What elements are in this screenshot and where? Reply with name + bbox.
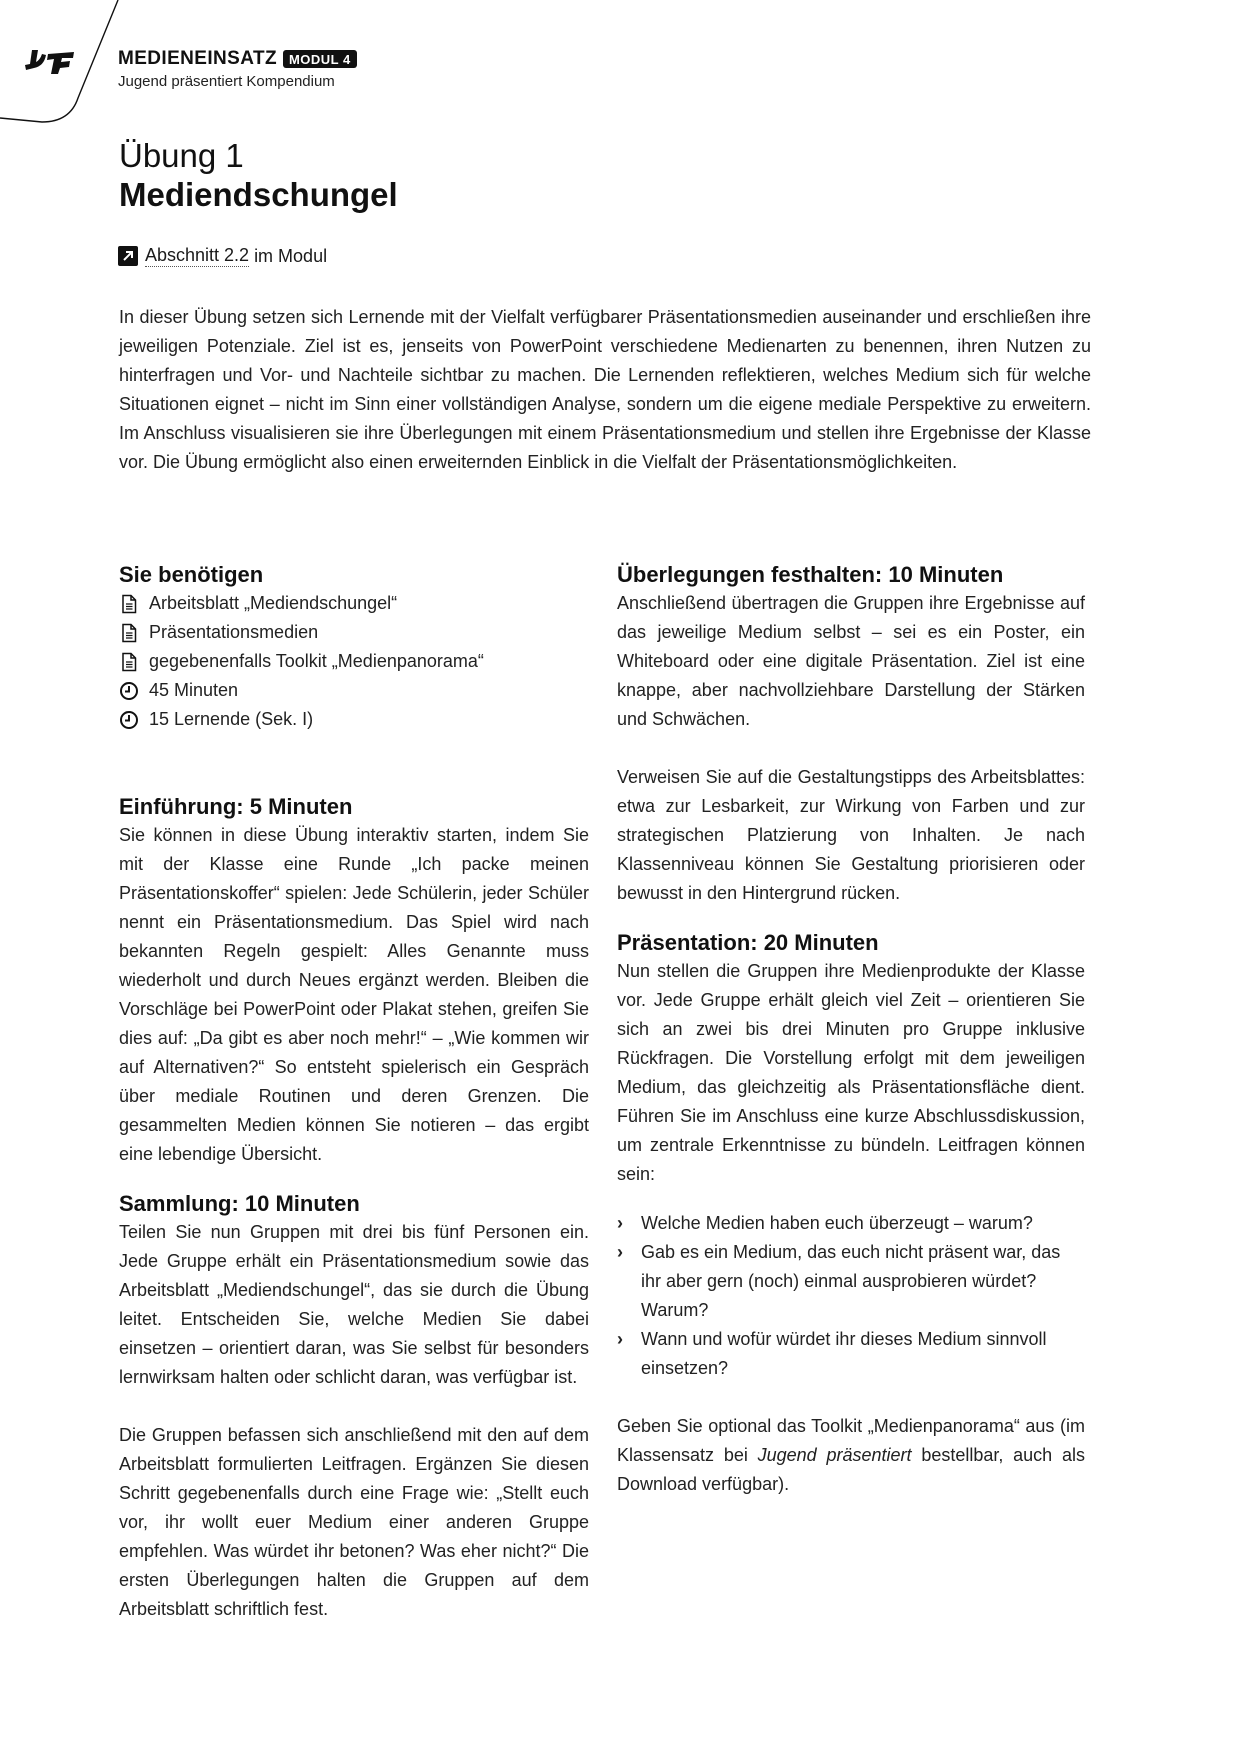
needs-item	[119, 589, 589, 618]
needs-item	[119, 705, 589, 734]
jp-logo	[24, 48, 76, 76]
arrow-up-right-icon	[118, 246, 138, 266]
einfuehrung-text: Sie können in diese Übung interaktiv starten, indem Sie mit der Klasse eine Runde „Ich packe meinen Präsentationskoffer“ spielen: Jede Schülerin, jeder Schüler nennt ein Präsentationsmedium. Das Spiel wird nach bekannten Regeln gespielt: Alles Genannte muss wiederholt und durch Neues ergänzt werden. Bleiben die Vorschläge bei PowerPoint oder Plakat stehen, greifen Sie dies auf: „Da gibt es aber noch mehr!“ – „Wie kommen wir auf Alternativen?“ So entsteht spielerisch ein Gespräch über mediale Routinen und deren Grenzen. Die gesammelten Medien können Sie notieren – das ergibt eine lebendige Übersicht.	[119, 825, 589, 1164]
header-subtitle: Jugend präsentiert Kompendium	[118, 73, 335, 90]
chevron-right-icon: ›	[617, 1242, 623, 1262]
needs-item	[119, 647, 589, 676]
leitfrage-text: Welche Medien haben euch überzeugt – warum?	[641, 1213, 1033, 1233]
outro-text-before: Geben Sie optional das Toolkit „Medienpanorama“ aus (im Klassensatz bei	[617, 1416, 1085, 1465]
needs-list	[119, 589, 589, 734]
intro-paragraph: In dieser Übung setzen sich Lernende mit der Vielfalt verfügbarer Präsentationsmedien auseinander und erschließen ihre jeweiligen Potenziale. Ziel ist es, jenseits von PowerPoint verschiedene Medienarten zu benennen, ihren Nutzen zu hinterfragen und Vor- und Nachteile sichtbar zu machen. Die Lernenden reflektieren, welches Medium sich für welche Situationen eignet – nicht im Sinn einer vollständigen Analyse, sondern um die eigene mediale Perspektive zu erweitern. Im Anschluss visualisieren sie ihre Überlegungen mit einem Präsentationsmedium und stellen ihre Ergebnisse der Klasse vor. Die Übung ermöglicht also einen erweiternden Einblick in die Vielfalt der Präsentationsmöglichkeiten.	[119, 307, 1091, 472]
exercise-title: Mediendschungel	[119, 176, 398, 213]
chevron-right-icon: ›	[617, 1213, 623, 1233]
leitfrage-item	[617, 1325, 1085, 1383]
section-reference	[118, 245, 327, 267]
document-icon	[119, 623, 139, 643]
chevron-right-icon: ›	[617, 1329, 623, 1349]
right-column	[617, 560, 1085, 1499]
ueberlegungen-heading: Überlegungen festhalten: 10 Minuten	[617, 562, 1004, 587]
section-link-suffix: im Modul	[254, 245, 328, 266]
needs-item-text: 15 Lernende (Sek. I)	[149, 709, 314, 729]
document-header	[118, 48, 357, 90]
leitfrage-text: Gab es ein Medium, das euch nicht präsent war, das ihr aber gern (noch) einmal ausprobieren würdet? Warum?	[641, 1242, 1061, 1320]
sammlung-text-1: Teilen Sie nun Gruppen mit drei bis fünf Personen ein. Jede Gruppe erhält ein Präsentationsmedium sowie das Arbeitsblatt „Mediendschungel“, das sie durch die Übung leitet. Entscheiden Sie, welche Medien Sie dabei einsetzen – orientiert daran, was Sie selbst für besonders lernwirksam halten oder schlicht daran, was verfügbar ist.	[119, 1222, 589, 1387]
praesentation-text: Nun stellen die Gruppen ihre Medienprodukte der Klasse vor. Jede Gruppe erhält gleich viel Zeit – orientieren Sie sich an zwei bis drei Minuten pro Gruppe inklusive Rückfragen. Die Vorstellung erfolgt mit dem jeweiligen Medium, das gleichzeitig als Präsentationsfläche dient. Führen Sie im Anschluss eine kurze Abschlussdiskussion, um zentrale Erkenntnisse zu bündeln. Leitfragen können sein:	[617, 961, 1085, 1184]
leitfrage-text: Wann und wofür würdet ihr dieses Medium sinnvoll einsetzen?	[641, 1329, 1047, 1378]
needs-item-text: gegebenenfalls Toolkit „Medienpanorama“	[149, 651, 484, 671]
needs-item	[119, 618, 589, 647]
clock-icon	[119, 710, 139, 730]
einfuehrung-heading: Einführung: 5 Minuten	[119, 794, 353, 819]
needs-item-text: Arbeitsblatt „Mediendschungel“	[149, 593, 398, 613]
section-link[interactable]: Abschnitt 2.2	[145, 245, 250, 265]
needs-heading: Sie benötigen	[119, 562, 264, 587]
left-column	[119, 560, 589, 1624]
praesentation-outro	[617, 1412, 1085, 1499]
document-icon	[119, 594, 139, 614]
ueberlegungen-text-2: Verweisen Sie auf die Gestaltungstipps des Arbeitsblattes: etwa zur Lesbarkeit, zur Wirkung von Farben und zur strategischen Platzierung von Inhalten. Je nach Klassenniveau können Sie Gestaltung priorisieren oder bewusst in den Hintergrund rücken.	[617, 767, 1085, 903]
exercise-number: Übung 1	[119, 137, 244, 174]
module-badge: MODUL 4	[283, 50, 357, 68]
sammlung-heading: Sammlung: 10 Minuten	[119, 1191, 360, 1216]
needs-item	[119, 676, 589, 705]
brand-title: MEDIENEINSATZ	[118, 48, 277, 69]
needs-item-text: 45 Minuten	[149, 680, 239, 700]
needs-item-text: Präsentationsmedien	[149, 622, 319, 642]
leitfrage-item	[617, 1209, 1085, 1238]
leitfrage-item	[617, 1238, 1085, 1325]
clock-icon	[119, 681, 139, 701]
praesentation-heading: Präsentation: 20 Minuten	[617, 930, 879, 955]
document-icon	[119, 652, 139, 672]
outro-publication-name: Jugend präsentiert	[757, 1445, 912, 1465]
leitfragen-list	[617, 1209, 1085, 1383]
sammlung-text-2: Die Gruppen befassen sich anschließend mit den auf dem Arbeitsblatt formulierten Leitfragen. Ergänzen Sie diesen Schritt gegebenenfalls durch eine Frage wie: „Stellt euch vor, ihr wollt euer Medium einer anderen Gruppe empfehlen. Was würdet ihr betonen? Was eher nicht?“ Die ersten Überlegungen halten die Gruppen auf dem Arbeitsblatt schriftlich fest.	[119, 1425, 589, 1619]
ueberlegungen-text-1: Anschließend übertragen die Gruppen ihre Ergebnisse auf das jeweilige Medium selbst – sei es ein Poster, ein Whiteboard oder eine digitale Präsentation. Ziel ist eine knappe, aber nachvollziehbare Darstellung der Stärken und Schwächen.	[617, 593, 1085, 729]
outro-text-after: bestellbar, auch als Download verfügbar).	[617, 1445, 1085, 1494]
